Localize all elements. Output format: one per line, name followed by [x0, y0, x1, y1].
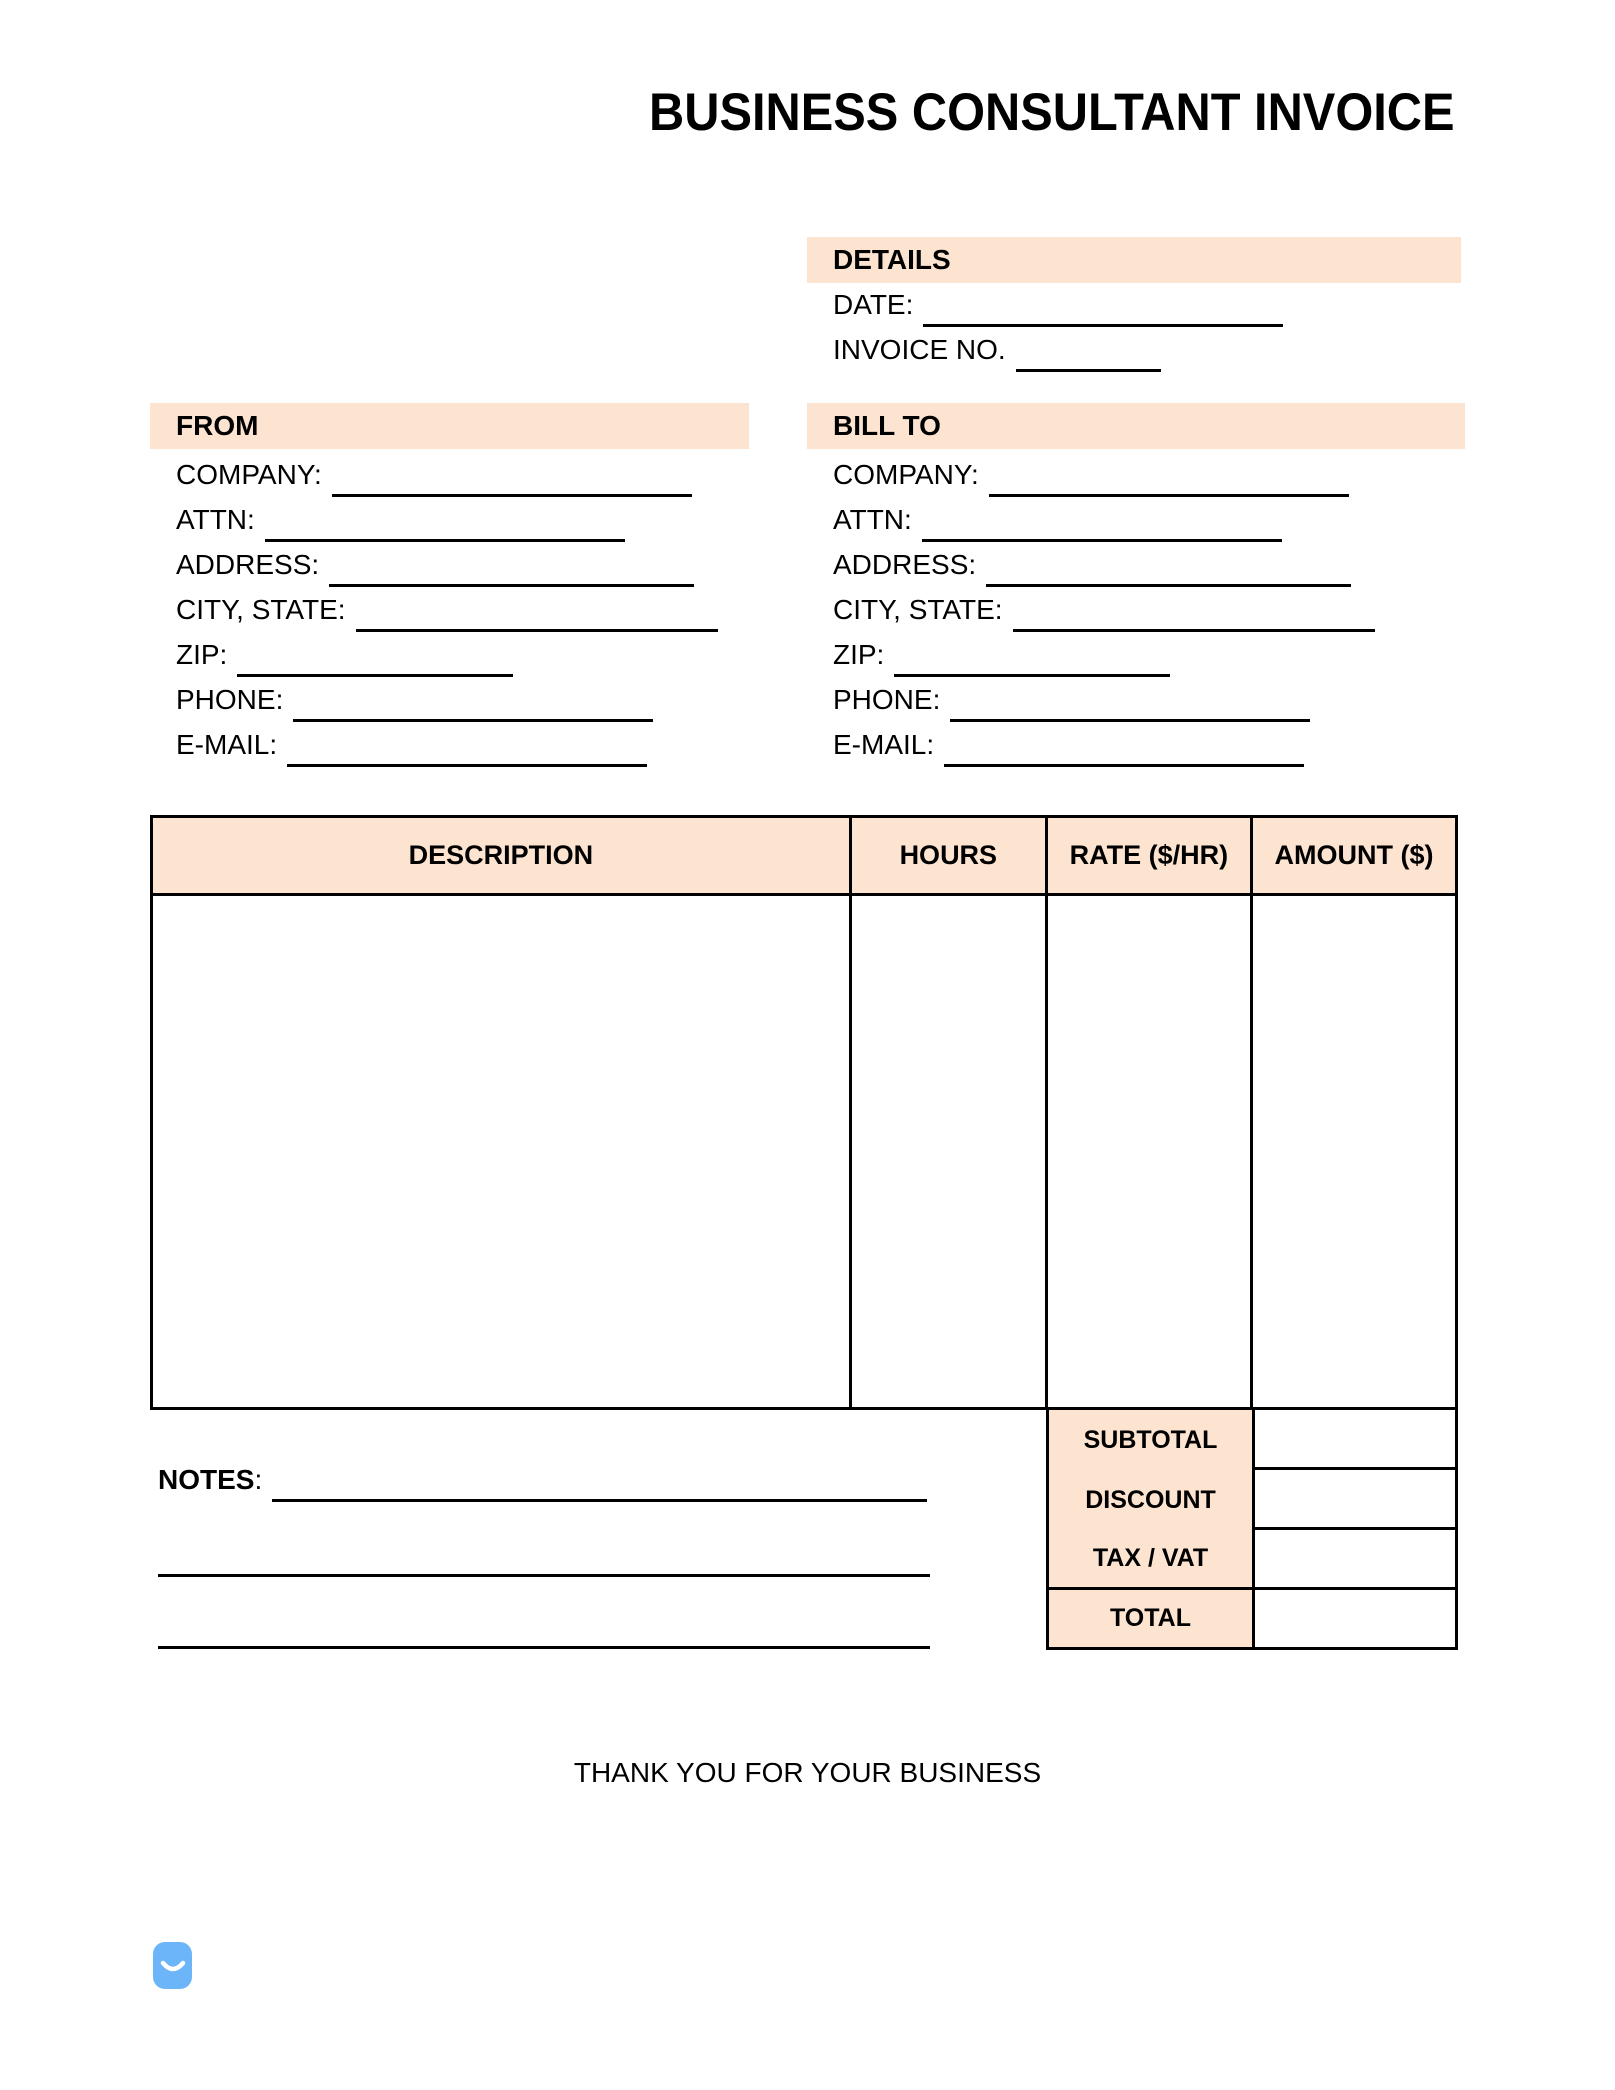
- from-email-row: [176, 722, 718, 767]
- line-items-body-row: [153, 896, 1455, 1407]
- column-header-rate: RATE ($/HR): [1045, 818, 1250, 893]
- bill-to-phone-row: [833, 677, 1375, 722]
- bill-to-address-input-line[interactable]: [986, 546, 1351, 587]
- bill-to-city-state-row: [833, 587, 1375, 632]
- bill-to-address-label: ADDRESS:: [833, 549, 977, 580]
- from-address-label: ADDRESS:: [176, 549, 320, 580]
- notes-input-line-1[interactable]: [272, 1461, 927, 1502]
- totals-block: [1046, 1410, 1458, 1650]
- bill-to-city-state-input-line[interactable]: [1013, 591, 1375, 632]
- discount-label: DISCOUNT: [1046, 1470, 1252, 1530]
- notes-input-line-2[interactable]: [158, 1540, 930, 1577]
- subtotal-value-cell[interactable]: [1252, 1410, 1458, 1470]
- bill-to-phone-label: PHONE:: [833, 684, 941, 715]
- tax-vat-label: TAX / VAT: [1046, 1530, 1252, 1590]
- bill-to-address-row: [833, 542, 1375, 587]
- total-label: TOTAL: [1046, 1590, 1252, 1650]
- date-label: DATE:: [833, 289, 914, 320]
- from-city-state-input-line[interactable]: [356, 591, 718, 632]
- line-items-table: [150, 815, 1458, 1410]
- date-row: [833, 282, 1283, 327]
- from-company-label: COMPANY:: [176, 459, 322, 490]
- from-phone-row: [176, 677, 718, 722]
- smiley-logo-icon: [153, 1942, 192, 1989]
- from-email-input-line[interactable]: [287, 726, 647, 767]
- bill-to-company-input-line[interactable]: [989, 456, 1349, 497]
- notes-input-line-3[interactable]: [158, 1612, 930, 1649]
- from-phone-input-line[interactable]: [293, 681, 653, 722]
- bill-to-company-row: [833, 452, 1375, 497]
- bill-to-zip-row: [833, 632, 1375, 677]
- bill-to-attn-row: [833, 497, 1375, 542]
- bill-to-zip-label: ZIP:: [833, 639, 885, 670]
- bill-to-phone-input-line[interactable]: [950, 681, 1310, 722]
- from-address-row: [176, 542, 718, 587]
- from-zip-label: ZIP:: [176, 639, 228, 670]
- notes-label: NOTES: [158, 1464, 255, 1495]
- amount-cell[interactable]: [1250, 896, 1455, 1407]
- invoice-no-label: INVOICE NO.: [833, 334, 1006, 365]
- bill-to-email-row: [833, 722, 1375, 767]
- bill-to-section-header: BILL TO: [807, 403, 1465, 449]
- bill-to-attn-label: ATTN:: [833, 504, 912, 535]
- bill-to-zip-input-line[interactable]: [894, 636, 1170, 677]
- from-section-header: FROM: [150, 403, 749, 449]
- line-items-header-row: [153, 818, 1455, 896]
- discount-value-cell[interactable]: [1252, 1470, 1458, 1530]
- bill-to-fields: [833, 452, 1375, 767]
- rate-cell[interactable]: [1045, 896, 1250, 1407]
- from-city-state-row: [176, 587, 718, 632]
- total-value-cell[interactable]: [1252, 1590, 1458, 1650]
- invoice-no-row: [833, 327, 1283, 372]
- subtotal-label: SUBTOTAL: [1046, 1410, 1252, 1470]
- column-header-description: DESCRIPTION: [408, 840, 594, 870]
- bill-to-company-label: COMPANY:: [833, 459, 979, 490]
- column-header-amount: AMOUNT ($): [1250, 818, 1455, 893]
- from-company-input-line[interactable]: [332, 456, 692, 497]
- bill-to-email-input-line[interactable]: [944, 726, 1304, 767]
- details-section-header: DETAILS: [807, 237, 1461, 283]
- date-input-line[interactable]: [923, 286, 1283, 327]
- bill-to-attn-input-line[interactable]: [922, 501, 1282, 542]
- hours-cell[interactable]: [849, 896, 1045, 1407]
- page-title: BUSINESS CONSULTANT INVOICE: [649, 83, 1455, 142]
- tax-vat-value-cell[interactable]: [1252, 1530, 1458, 1590]
- from-zip-input-line[interactable]: [237, 636, 513, 677]
- smile-icon: [158, 1953, 188, 1979]
- from-phone-label: PHONE:: [176, 684, 284, 715]
- bill-to-email-label: E-MAIL:: [833, 729, 935, 760]
- from-zip-row: [176, 632, 718, 677]
- from-attn-label: ATTN:: [176, 504, 255, 535]
- thank-you-message: THANK YOU FOR YOUR BUSINESS: [573, 1757, 1042, 1788]
- from-address-input-line[interactable]: [329, 546, 694, 587]
- invoice-no-input-line[interactable]: [1016, 331, 1161, 372]
- from-company-row: [176, 452, 718, 497]
- from-email-label: E-MAIL:: [176, 729, 278, 760]
- bill-to-city-state-label: CITY, STATE:: [833, 594, 1003, 625]
- from-city-state-label: CITY, STATE:: [176, 594, 346, 625]
- from-attn-input-line[interactable]: [265, 501, 625, 542]
- details-fields: [833, 282, 1283, 372]
- description-cell[interactable]: [153, 896, 849, 1407]
- from-attn-row: [176, 497, 718, 542]
- notes-colon: :: [254, 1464, 263, 1495]
- notes-row: [158, 1457, 927, 1502]
- from-fields: [176, 452, 718, 767]
- column-header-hours: HOURS: [849, 818, 1045, 893]
